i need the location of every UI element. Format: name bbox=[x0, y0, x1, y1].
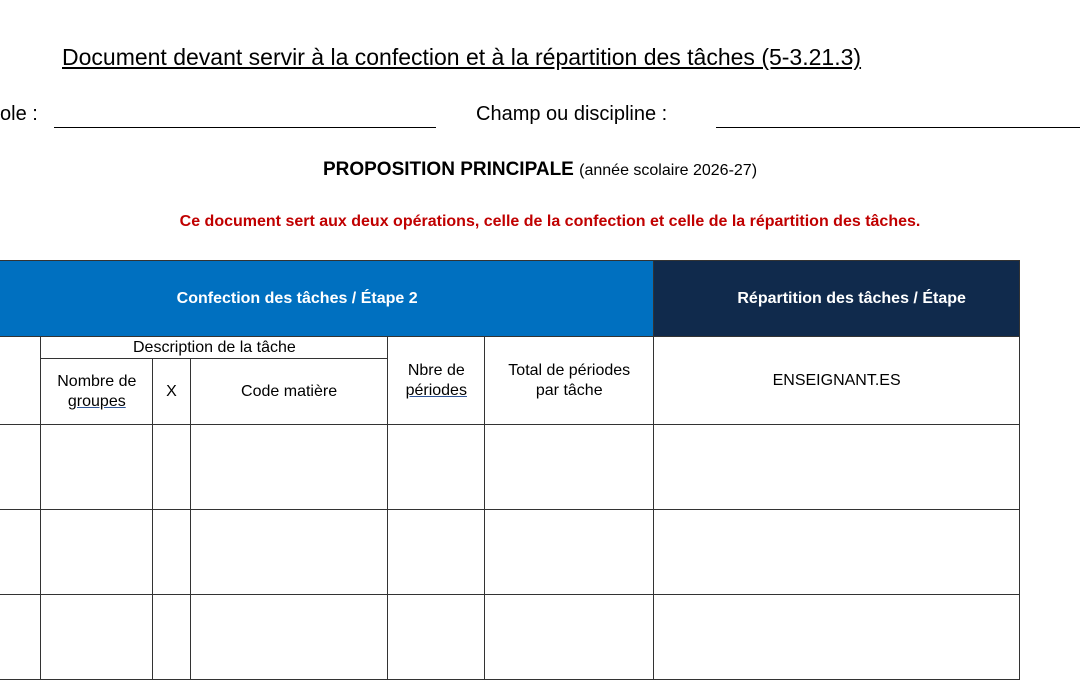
enseignant-cell[interactable] bbox=[654, 510, 1020, 595]
table-row bbox=[0, 510, 1020, 595]
enseignant-header: ENSEIGNANT.ES bbox=[654, 337, 1020, 425]
nbre-cell[interactable] bbox=[388, 425, 485, 510]
code-matiere-header: Code matière bbox=[190, 359, 388, 425]
total-cell[interactable] bbox=[485, 595, 654, 680]
row-number bbox=[0, 595, 41, 680]
groupes-label: groupes bbox=[67, 392, 126, 410]
periodes-label: périodes bbox=[405, 381, 467, 399]
header-fields bbox=[0, 103, 1080, 133]
row-number bbox=[0, 425, 41, 510]
repartition-header-label: Répartition des tâches / Étape bbox=[737, 289, 966, 307]
nombre-groupes-header bbox=[41, 359, 153, 425]
notice-text: Ce document sert aux deux opérations, celle de la confection et celle de la répartition des tâches. bbox=[179, 213, 921, 230]
nbre-cell[interactable] bbox=[388, 510, 485, 595]
description-header: Description de la tâche bbox=[41, 337, 388, 359]
ecole-label: ole : bbox=[0, 103, 38, 125]
x-header: X bbox=[153, 359, 191, 425]
groupes-cell[interactable] bbox=[41, 425, 153, 510]
code-cell[interactable] bbox=[190, 595, 388, 680]
table-row bbox=[0, 425, 1020, 510]
row-number bbox=[0, 510, 41, 595]
x-cell[interactable] bbox=[153, 595, 191, 680]
nombre-label: Nombre de bbox=[57, 373, 137, 391]
groupes-cell[interactable] bbox=[41, 510, 153, 595]
x-cell[interactable] bbox=[153, 425, 191, 510]
repartition-header bbox=[654, 261, 1020, 337]
nbre-cell[interactable] bbox=[388, 595, 485, 680]
groupes-cell[interactable] bbox=[41, 595, 153, 680]
champ-field[interactable] bbox=[716, 127, 1080, 128]
x-cell[interactable] bbox=[153, 510, 191, 595]
nbre-periodes-header bbox=[388, 337, 485, 425]
par-tache-label: par tâche bbox=[535, 381, 603, 399]
ecole-field[interactable] bbox=[54, 127, 436, 128]
table-row bbox=[0, 595, 1020, 680]
enseignant-cell[interactable] bbox=[654, 595, 1020, 680]
enseignant-cell[interactable] bbox=[654, 425, 1020, 510]
nbre-label: Nbre de bbox=[407, 362, 465, 380]
total-cell[interactable] bbox=[485, 425, 654, 510]
task-table bbox=[0, 260, 1020, 680]
champ-label: Champ ou discipline : bbox=[476, 103, 668, 125]
total-periodes-header bbox=[485, 337, 654, 425]
document-title: Document devant servir à la confection et à la répartition des tâches (5-3.21.3) bbox=[62, 44, 862, 70]
proposition-main: PROPOSITION PRINCIPALE bbox=[322, 159, 574, 180]
total-label: Total de périodes bbox=[508, 362, 631, 380]
code-cell[interactable] bbox=[190, 510, 388, 595]
proposition-year: (année scolaire 2026-27) bbox=[579, 162, 758, 179]
code-cell[interactable] bbox=[190, 425, 388, 510]
tache-header bbox=[0, 337, 41, 425]
total-cell[interactable] bbox=[485, 510, 654, 595]
proposition-heading bbox=[0, 159, 1080, 181]
confection-header: Confection des tâches / Étape 2 bbox=[0, 261, 654, 337]
